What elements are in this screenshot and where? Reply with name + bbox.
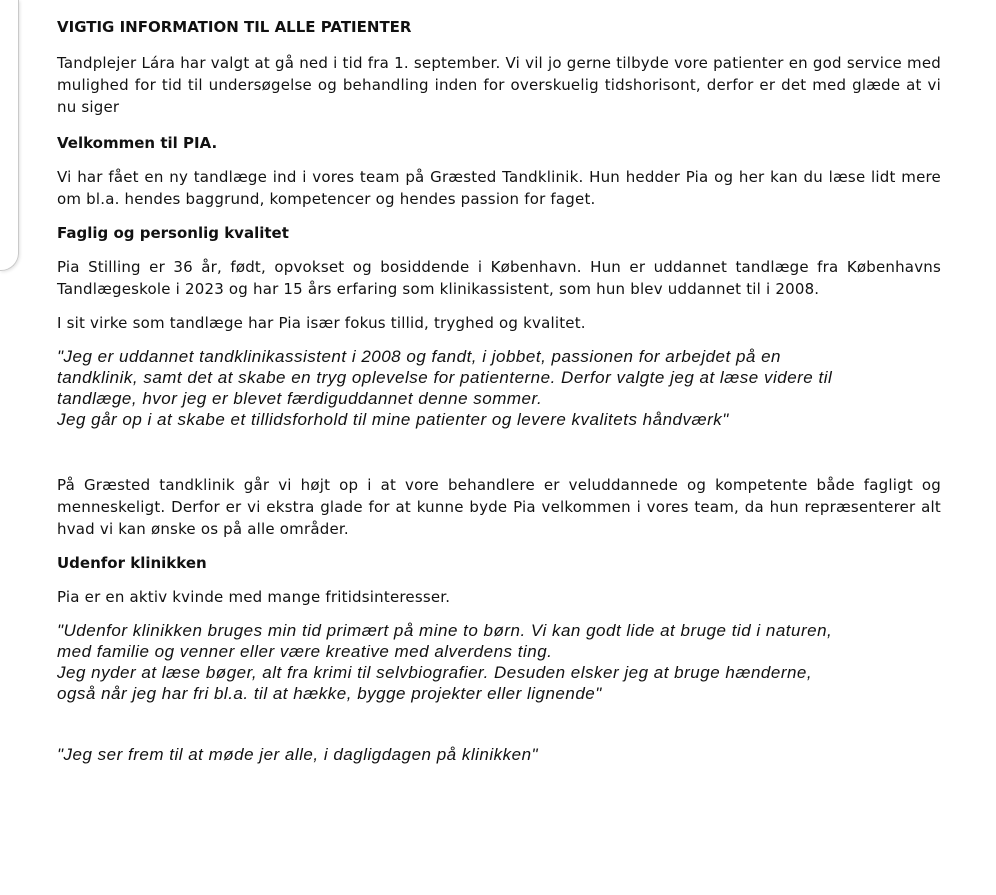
quote-closing: "Jeg ser frem til at møde jer alle, i dagligdagen på klinikken" bbox=[57, 745, 539, 764]
quote-education bbox=[57, 346, 941, 430]
quality-heading: Faglig og personlig kvalitet bbox=[57, 224, 289, 242]
clinic-paragraph: På Græsted tandklinik går vi højt op i at vore behandlere er veluddannede og kompetente både fagligt og menneskeligt. Derfor er vi ekstra glade for at kunne byde Pia velkommen i vores team, da hun repræsenterer alt hvad vi kan ønske os på alle områder. bbox=[57, 476, 941, 538]
quote-line: også når jeg har fri bl.a. til at hække, bygge projekter eller lignende" bbox=[57, 684, 602, 703]
quote-line: Jeg nyder at læse bøger, alt fra krimi til selvbiografier. Desuden elsker jeg at bruge hænderne, bbox=[57, 663, 813, 682]
quality-paragraph: Pia Stilling er 36 år, født, opvokset og bosiddende i København. Hun er uddannet tandlæge fra Københavns Tandlægeskole i 2023 og har 15 års erfaring som klinikassistent, som hun blev uddannet til i 2008. bbox=[57, 258, 941, 298]
focus-paragraph: I sit virke som tandlæge har Pia især fokus tillid, tryghed og kvalitet. bbox=[57, 314, 586, 332]
document-body bbox=[57, 16, 941, 765]
welcome-heading: Velkommen til PIA. bbox=[57, 134, 218, 152]
page-edge bbox=[0, 0, 19, 271]
quote-line: "Jeg er uddannet tandklinikassistent i 2008 og fandt, i jobbet, passionen for arbejdet på en bbox=[57, 347, 781, 366]
quote-line: med familie og venner eller være kreative med alverdens ting. bbox=[57, 642, 553, 661]
quote-line: "Udenfor klinikken bruges min tid primært på mine to børn. Vi kan godt lide at bruge tid i naturen, bbox=[57, 621, 833, 640]
quote-leisure bbox=[57, 620, 941, 704]
quote-line: tandklinik, samt det at skabe en tryg oplevelse for patienterne. Derfor valgte jeg at læse videre til bbox=[57, 368, 833, 387]
top-heading: VIGTIG INFORMATION TIL ALLE PATIENTER bbox=[57, 18, 412, 36]
outside-paragraph: Pia er en aktiv kvinde med mange fritidsinteresser. bbox=[57, 588, 451, 606]
quote-line: tandlæge, hvor jeg er blevet færdiguddannet denne sommer. bbox=[57, 389, 543, 408]
welcome-paragraph: Vi har fået en ny tandlæge ind i vores team på Græsted Tandklinik. Hun hedder Pia og her kan du læse lidt mere om bl.a. hendes baggrund, kompetencer og hendes passion for faget. bbox=[57, 168, 941, 208]
outside-heading: Udenfor klinikken bbox=[57, 554, 207, 572]
quote-line: Jeg går op i at skabe et tillidsforhold til mine patienter og levere kvalitets håndværk" bbox=[57, 410, 729, 429]
intro-paragraph: Tandplejer Lára har valgt at gå ned i tid fra 1. september. Vi vil jo gerne tilbyde vore patienter en god service med mulighed for tid til undersøgelse og behandling inden for overskuelig tidshorisont, derfor er det med glæde at vi nu siger bbox=[57, 54, 941, 116]
